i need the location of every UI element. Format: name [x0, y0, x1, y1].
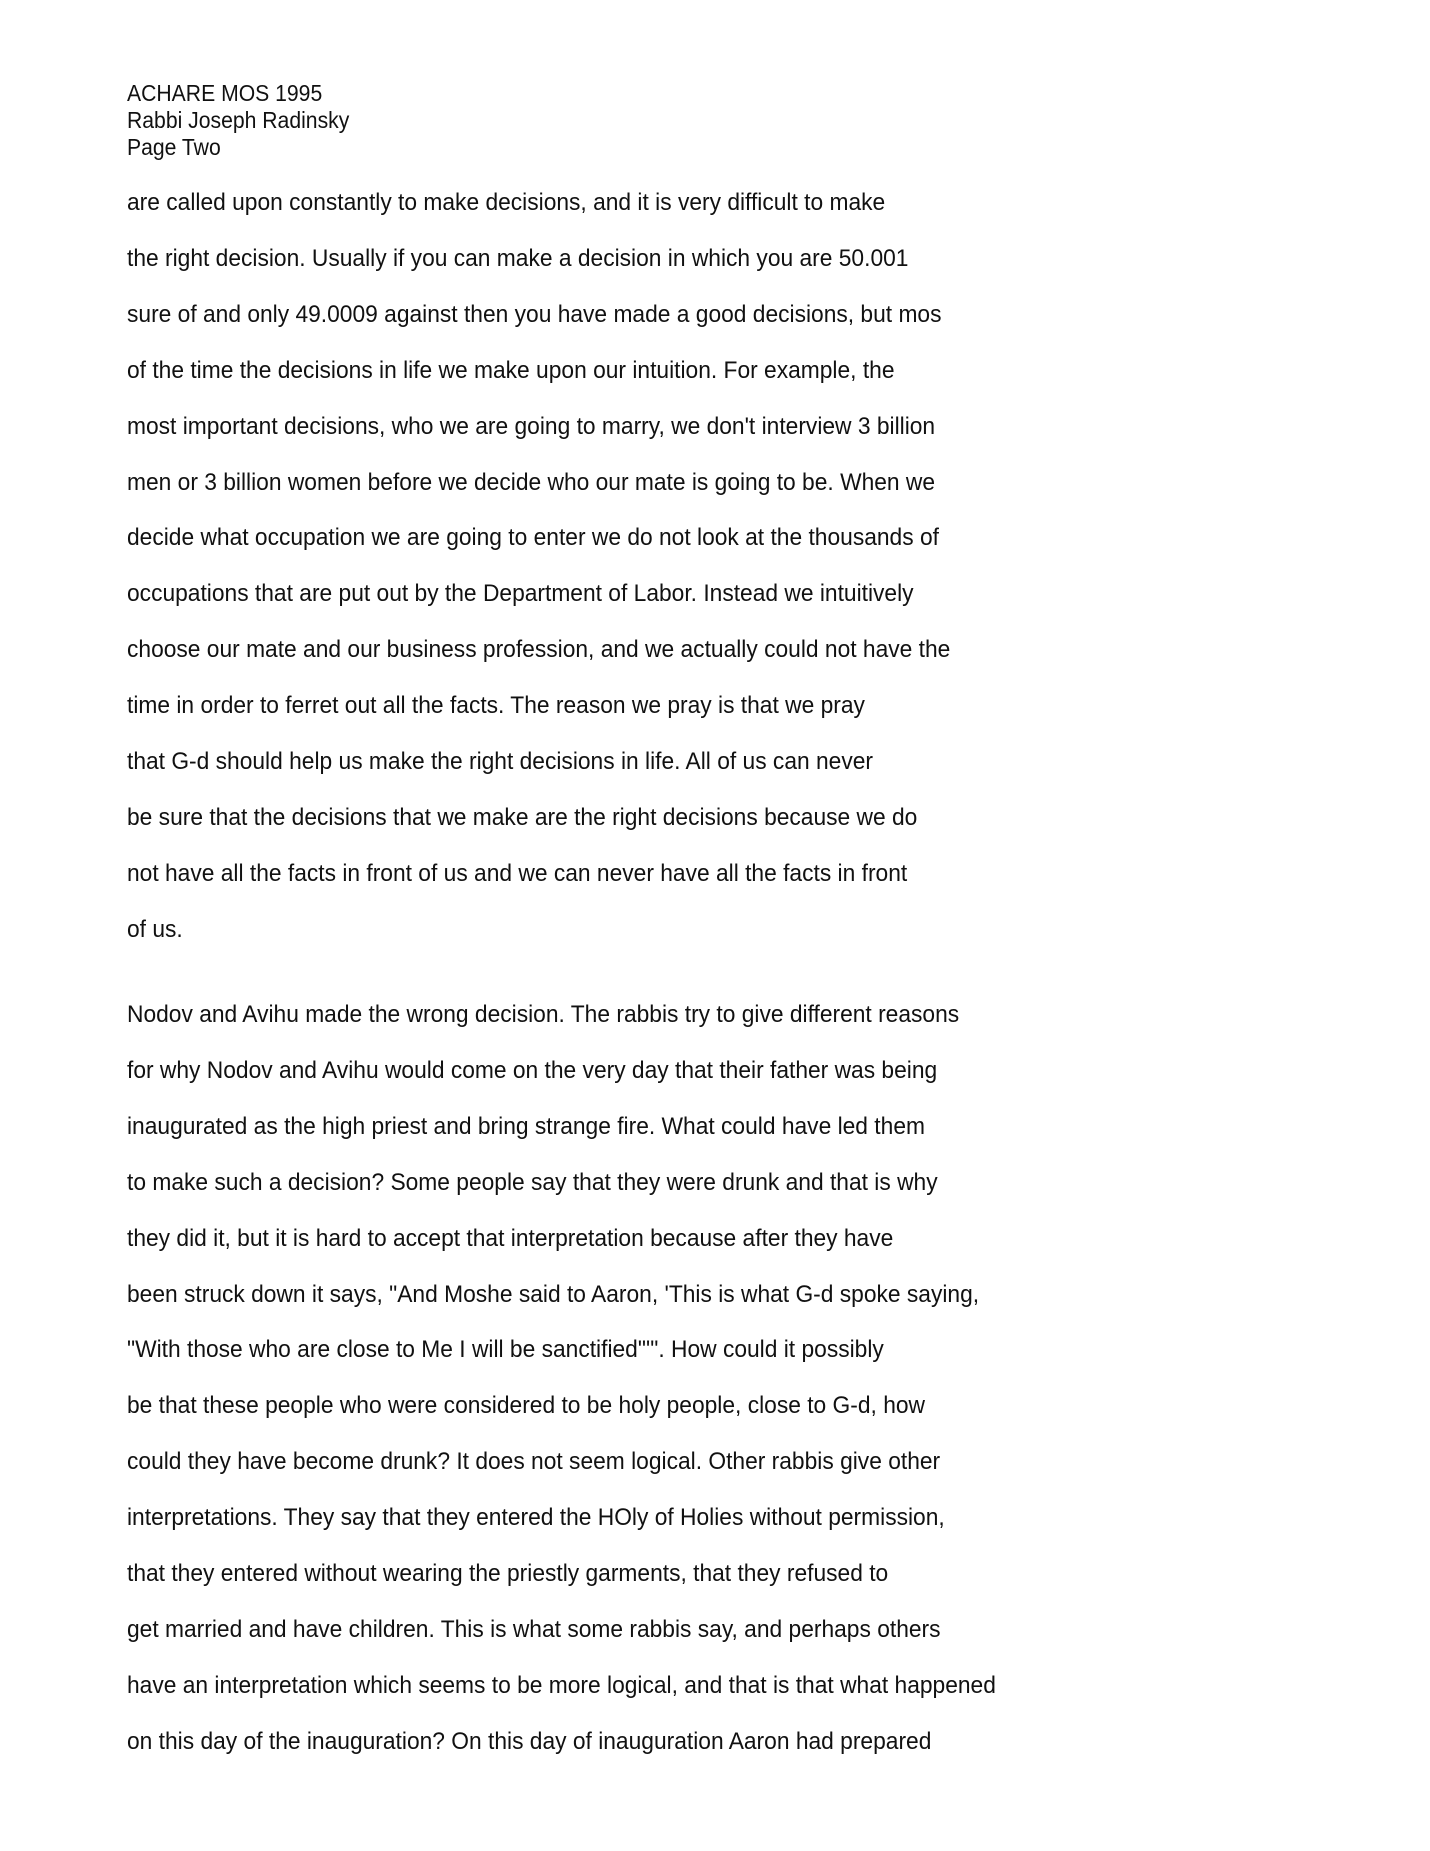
text-line: inaugurated as the high priest and bring strange fire. What could have led them — [127, 1112, 925, 1140]
text-line: get married and have children. This is what some rabbis say, and perhaps others — [127, 1615, 941, 1643]
text-line: sure of and only 49.0009 against then you have made a good decisions, but mos — [127, 300, 942, 328]
text-line: been struck down it says, "And Moshe said to Aaron, 'This is what G-d spoke saying, — [127, 1280, 980, 1308]
text-line: be sure that the decisions that we make are the right decisions because we do — [127, 803, 918, 831]
text-line: men or 3 billion women before we decide who our mate is going to be. When we — [127, 468, 936, 496]
text-line: to make such a decision? Some people say that they were drunk and that is why — [127, 1168, 938, 1196]
header-author: Rabbi Joseph Radinsky — [127, 107, 350, 133]
text-line: for why Nodov and Avihu would come on the very day that their father was being — [127, 1056, 938, 1084]
text-line: that G-d should help us make the right decisions in life. All of us can never — [127, 748, 873, 776]
text-line: they did it, but it is hard to accept that interpretation because after they have — [127, 1224, 894, 1252]
text-line: that they entered without wearing the priestly garments, that they refused to — [127, 1560, 889, 1588]
text-line: of the time the decisions in life we make upon our intuition. For example, the — [127, 356, 895, 384]
text-line: be that these people who were considered to be holy people, close to G-d, how — [127, 1392, 925, 1420]
text-line: choose our mate and our business profession, and we actually could not have the — [127, 636, 951, 664]
text-line: decide what occupation we are going to enter we do not look at the thousands of — [127, 524, 939, 552]
text-line: not have all the facts in front of us and we can never have all the facts in front — [127, 859, 908, 887]
text-line: time in order to ferret out all the facts. The reason we pray is that we pray — [127, 692, 865, 720]
text-line: "With those who are close to Me I will be sanctified"'". How could it possibly — [127, 1336, 884, 1364]
paragraph-1 — [127, 175, 950, 958]
text-line: on this day of the inauguration? On this day of inauguration Aaron had prepared — [127, 1727, 932, 1755]
text-line: occupations that are put out by the Department of Labor. Instead we intuitively — [127, 580, 914, 608]
header-title: ACHARE MOS 1995 — [127, 80, 323, 106]
header-page-number: Page Two — [127, 134, 221, 160]
text-line: Nodov and Avihu made the wrong decision. The rabbis try to give different reasons — [127, 1001, 960, 1028]
text-line: the right decision. Usually if you can make a decision in which you are 50.001 — [127, 244, 909, 272]
text-line: most important decisions, who we are going to marry, we don't interview 3 billion — [127, 412, 936, 440]
text-line: interpretations. They say that they entered the HOly of Holies without permission, — [127, 1504, 945, 1532]
text-line: are called upon constantly to make decisions, and it is very difficult to make — [127, 189, 886, 216]
text-line: of us. — [127, 915, 183, 943]
text-line: could they have become drunk? It does not seem logical. Other rabbis give other — [127, 1448, 941, 1476]
paragraph-2 — [127, 987, 996, 1770]
text-line: have an interpretation which seems to be more logical, and that is that what happened — [127, 1671, 996, 1699]
document-header — [127, 80, 349, 161]
